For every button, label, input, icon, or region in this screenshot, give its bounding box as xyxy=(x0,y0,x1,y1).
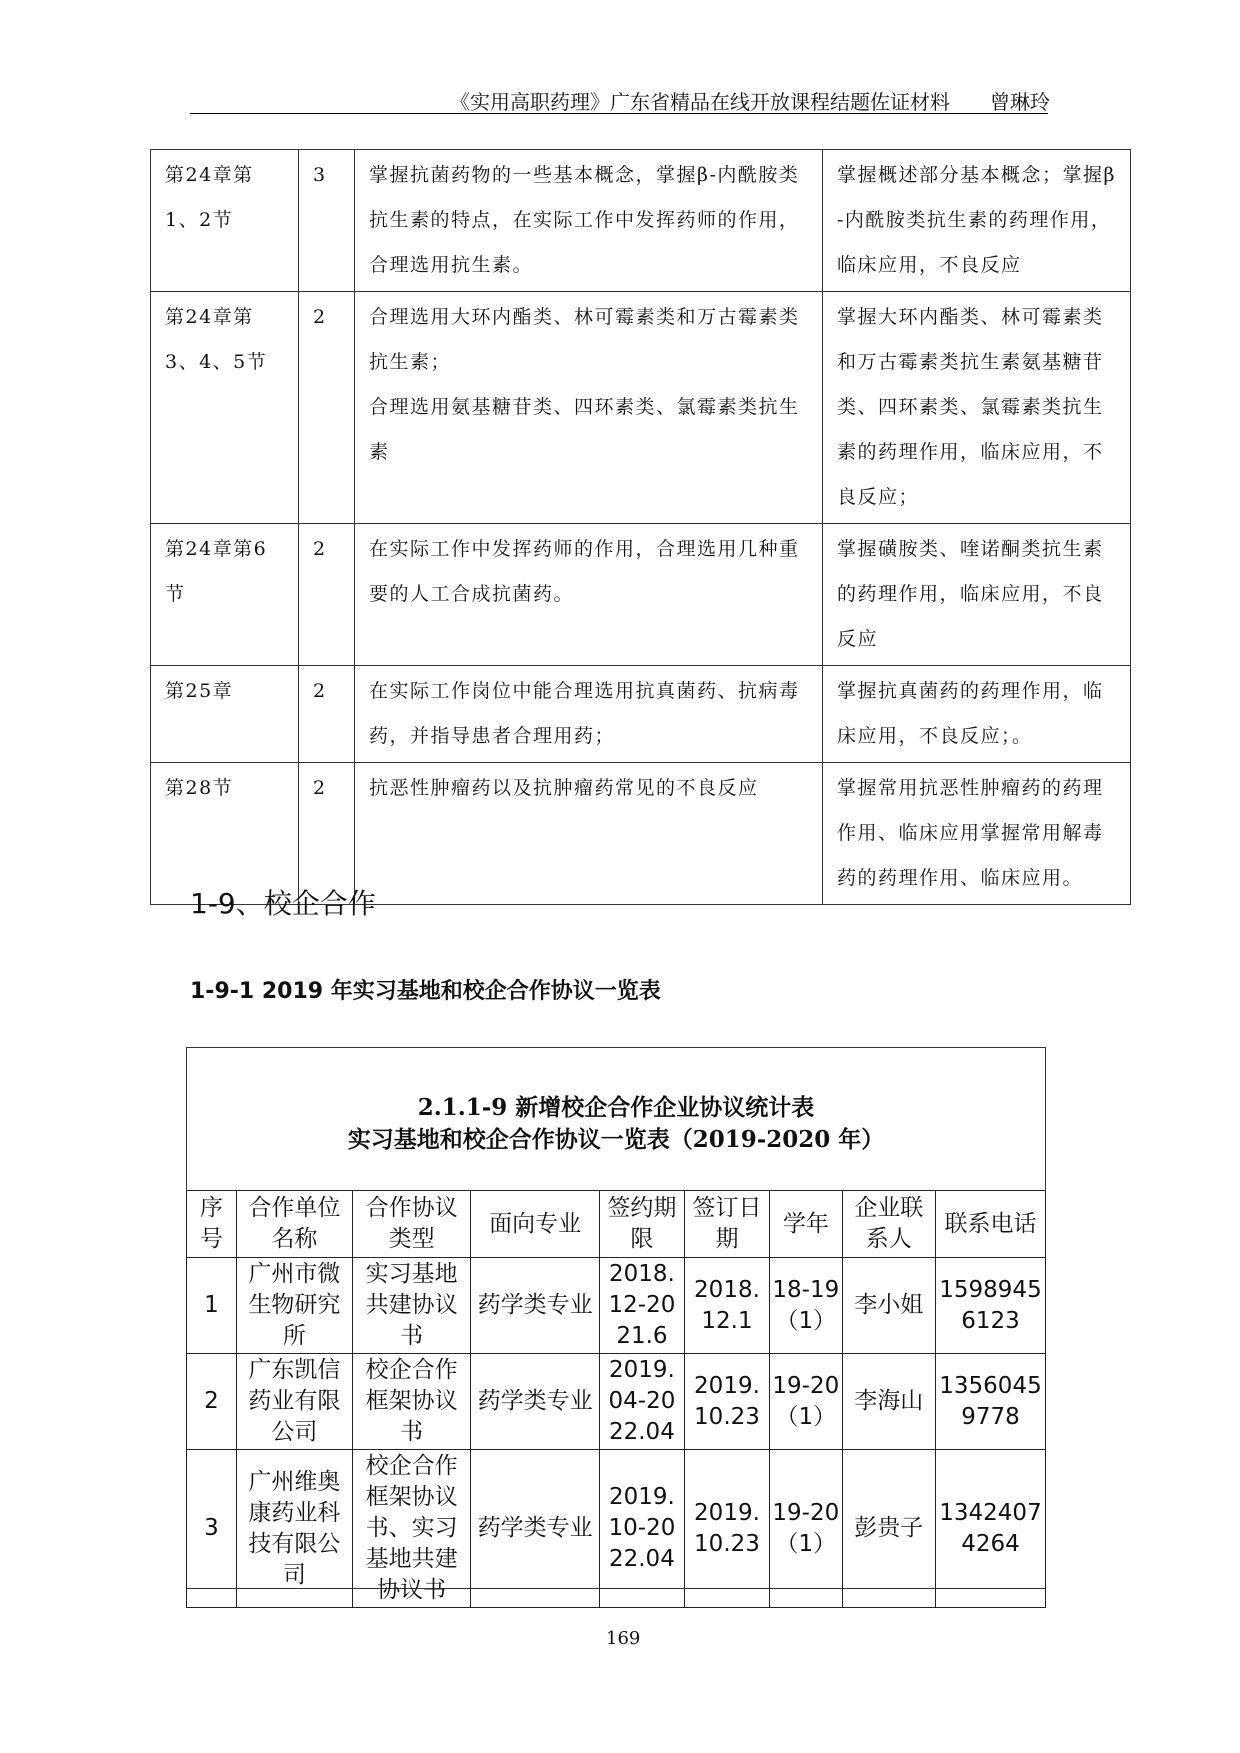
coop-date-cell: 2019.10.23 xyxy=(684,1354,769,1450)
coop-header-cell: 签约期限 xyxy=(599,1191,684,1258)
coop-contact-cell: 李小姐 xyxy=(842,1258,935,1354)
coop-table-title-line1: 2.1.1-9 新增校企合作企业协议统计表 xyxy=(417,1094,815,1121)
course-table xyxy=(150,149,1131,905)
coop-type-cell: 校企合作框架协议书 xyxy=(352,1354,470,1450)
coop-header-cell: 序号 xyxy=(187,1191,237,1258)
course-skill-cell: 抗恶性肿瘤药以及抗肿瘤药常见的不良反应 xyxy=(355,763,823,905)
coop-header-cell: 联系电话 xyxy=(935,1191,1045,1258)
course-skill-cell: 合理选用大环内酯类、林可霉素类和万古霉素类抗生素； 合理选用氨基糖苷类、四环素类、氯霉素类抗生素 xyxy=(355,292,823,524)
coop-major-cell: 药学类专业 xyxy=(471,1450,600,1608)
course-row xyxy=(151,150,1131,292)
coop-date-cell: 2019.10.23 xyxy=(684,1450,769,1608)
coop-type-cell: 实习基地共建协议书 xyxy=(352,1258,470,1354)
coop-table-title xyxy=(186,1092,1046,1156)
course-hours-cell: 2 xyxy=(299,666,355,763)
coop-unit-cell: 广州维奥康药业科技有限公司 xyxy=(236,1450,352,1608)
coop-row xyxy=(187,1450,1046,1608)
course-chapter-cell: 第24章第3、4、5节 xyxy=(151,292,299,524)
course-knowledge-cell: 掌握磺胺类、喹诺酮类抗生素的药理作用，临床应用，不良反应 xyxy=(823,524,1131,666)
section-title: 1-9、校企合作 xyxy=(190,887,376,920)
coop-header-cell: 面向专业 xyxy=(471,1191,600,1258)
coop-row xyxy=(187,1258,1046,1354)
course-chapter-cell: 第28节 xyxy=(151,763,299,905)
course-knowledge-cell: 掌握概述部分基本概念；掌握β-内酰胺类抗生素的药理作用，临床应用，不良反应 xyxy=(823,150,1131,292)
course-row xyxy=(151,524,1131,666)
coop-table-title-line2: 实习基地和校企合作协议一览表（2019-2020 年） xyxy=(347,1126,885,1153)
coop-phone-cell: 15989456123 xyxy=(935,1258,1045,1354)
course-knowledge-cell: 掌握大环内酯类、林可霉素类和万古霉素类抗生素氨基糖苷类、四环素类、氯霉素类抗生素的药理作用，临床应用，不良反应； xyxy=(823,292,1131,524)
coop-term-cell: 2019.10-2022.04 xyxy=(599,1450,684,1608)
coop-table xyxy=(186,1190,1046,1608)
coop-header-cell: 合作单位名称 xyxy=(236,1191,352,1258)
course-chapter-cell: 第24章第6节 xyxy=(151,524,299,666)
coop-header-cell: 合作协议类型 xyxy=(352,1191,470,1258)
course-hours-cell: 3 xyxy=(299,150,355,292)
coop-year-cell: 19-20（1） xyxy=(770,1354,843,1450)
course-hours-cell: 2 xyxy=(299,524,355,666)
course-chapter-cell: 第25章 xyxy=(151,666,299,763)
coop-contact-cell: 彭贵子 xyxy=(842,1450,935,1608)
coop-contact-cell: 李海山 xyxy=(842,1354,935,1450)
coop-header-cell: 企业联系人 xyxy=(842,1191,935,1258)
coop-no-cell: 3 xyxy=(187,1450,237,1608)
course-skill-cell: 掌握抗菌药物的一些基本概念，掌握β-内酰胺类抗生素的特点，在实际工作中发挥药师的作用，合理选用抗生素。 xyxy=(355,150,823,292)
coop-date-cell: 2018.12.1 xyxy=(684,1258,769,1354)
course-hours-cell: 2 xyxy=(299,292,355,524)
header-rule xyxy=(190,113,1048,114)
coop-row xyxy=(187,1354,1046,1450)
coop-no-cell: 1 xyxy=(187,1258,237,1354)
course-row xyxy=(151,292,1131,524)
coop-year-cell: 18-19（1） xyxy=(770,1258,843,1354)
course-knowledge-cell: 掌握抗真菌药的药理作用，临床应用，不良反应；。 xyxy=(823,666,1131,763)
coop-term-cell: 2019.04-2022.04 xyxy=(599,1354,684,1450)
coop-no-cell: 2 xyxy=(187,1354,237,1450)
coop-year-cell: 19-20（1） xyxy=(770,1450,843,1608)
coop-phone-cell: 13560459778 xyxy=(935,1354,1045,1450)
course-chapter-cell: 第24章第1、2节 xyxy=(151,150,299,292)
course-hours-cell: 2 xyxy=(299,763,355,905)
course-skill-cell: 在实际工作岗位中能合理选用抗真菌药、抗病毒药，并指导患者合理用药； xyxy=(355,666,823,763)
coop-term-cell: 2018.12-2021.6 xyxy=(599,1258,684,1354)
subsection-title: 1-9-1 2019 年实习基地和校企合作协议一览表 xyxy=(190,979,661,1004)
coop-header-cell: 学年 xyxy=(770,1191,843,1258)
course-skill-cell: 在实际工作中发挥药师的作用，合理选用几种重要的人工合成抗菌药。 xyxy=(355,524,823,666)
page-header: 《实用高职药理》广东省精品在线开放课程结题佐证材料 曾琳玲 xyxy=(450,90,1050,114)
course-row xyxy=(151,666,1131,763)
page-number: 169 xyxy=(606,1628,641,1649)
coop-phone-cell: 13424074264 xyxy=(935,1450,1045,1608)
coop-header-cell: 签订日期 xyxy=(684,1191,769,1258)
coop-type-cell: 校企合作框架协议书、实习基地共建协议书 xyxy=(352,1450,470,1608)
course-knowledge-cell: 掌握常用抗恶性肿瘤药的药理作用、临床应用掌握常用解毒药的药理作用、临床应用。 xyxy=(823,763,1131,905)
coop-major-cell: 药学类专业 xyxy=(471,1258,600,1354)
coop-major-cell: 药学类专业 xyxy=(471,1354,600,1450)
coop-unit-cell: 广东凯信药业有限公司 xyxy=(236,1354,352,1450)
coop-unit-cell: 广州市微生物研究所 xyxy=(236,1258,352,1354)
